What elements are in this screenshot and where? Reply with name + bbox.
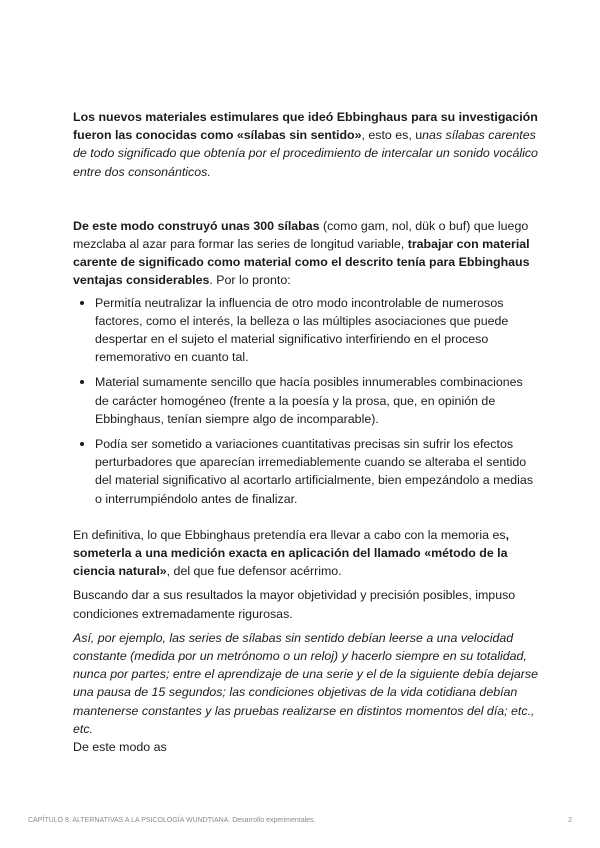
- plain-text: . Por lo pronto:: [209, 273, 291, 288]
- paragraph-objectivity: Buscando dar a sus resultados la mayor objetividad y precisión posibles, impuso condiciones extremadamente rigurosas.: [73, 588, 516, 621]
- bold-text: De este modo construyó unas 300 sílabas: [73, 218, 320, 233]
- plain-text: , esto es, u: [361, 128, 423, 143]
- list-item: Podía ser sometido a variaciones cuantitativas precisas sin sufrir los efectos perturbadores que aparecían irremediablemente cuando se alteraba el sentido del material significativo al acortarlo artificialmente, bien empezándolo a medias o interrumpiéndolo antes de finalizar.: [95, 435, 539, 508]
- advantages-list: [73, 294, 539, 508]
- bold-text: trabajar con material carente de significado como material como el descrito tenía para Ebbinghaus ventajas considerables: [73, 237, 530, 288]
- page-number: 2: [568, 817, 572, 824]
- paragraph-conclusion: [73, 526, 539, 581]
- plain-text: De este modo as: [73, 740, 167, 755]
- footer-chapter: CAPÍTULO 8. ALTERNATIVAS A LA PSICOLOGÍA WUNDTIANA. Desarrollo experimentales.: [28, 817, 316, 824]
- paragraph-300-syllables: [73, 217, 539, 290]
- list-item: Permitía neutralizar la influencia de otro modo incontrolable de numerosos factores, como el interés, la belleza o las múltiples asociaciones que puede despertar en el sujeto el material significativo interfiriendo en el proceso rememorativo en cuanto tal.: [95, 294, 539, 367]
- plain-text: , del que fue defensor acérrimo.: [166, 564, 342, 579]
- paragraph-example: [73, 629, 539, 756]
- italic-text: nas sílabas carentes de todo significado que obtenía por el procedimiento de intercalar un sonido vocálico entre dos consonánticos.: [73, 128, 538, 179]
- list-item: Material sumamente sencillo que hacía posibles innumerables combinaciones de carácter homogéneo (frente a la poesía y la prosa, que, en opinión de Ebbinghaus, tenían siempre algo de incomparable).: [95, 373, 539, 428]
- page-footer: [28, 812, 572, 830]
- document-body: [73, 108, 539, 756]
- italic-text: Así, por ejemplo, las series de sílabas sin sentido debían leerse a una velocidad constante (medida por un metrónomo o un reloj) y hacerlo siempre en su totalidad, nunca por partes; entre el aprendizaje de una serie y el de la siguiente debía dejarse una pausa de 15 segundos; las condiciones objetivas de la vida cotidiana debían mantenerse constantes y las pruebas realizarse en distintos momentos del día; etc., etc.: [73, 630, 538, 736]
- paragraph-syllables-intro: [73, 108, 539, 181]
- bold-text: , someterla a una medición exacta en aplicación del llamado «método de la ciencia natural»: [73, 527, 510, 579]
- plain-text: En definitiva, lo que Ebbinghaus pretendía era llevar a cabo con la memoria es: [73, 527, 506, 542]
- bold-text: Los nuevos materiales estimulares que ideó Ebbinghaus para su investigación fueron las conocidas como «sílabas sin sentido»: [73, 110, 538, 143]
- plain-text: (como gam, nol, dük o buf) que luego mezclaba al azar para formar las series de longitud variable,: [73, 218, 529, 252]
